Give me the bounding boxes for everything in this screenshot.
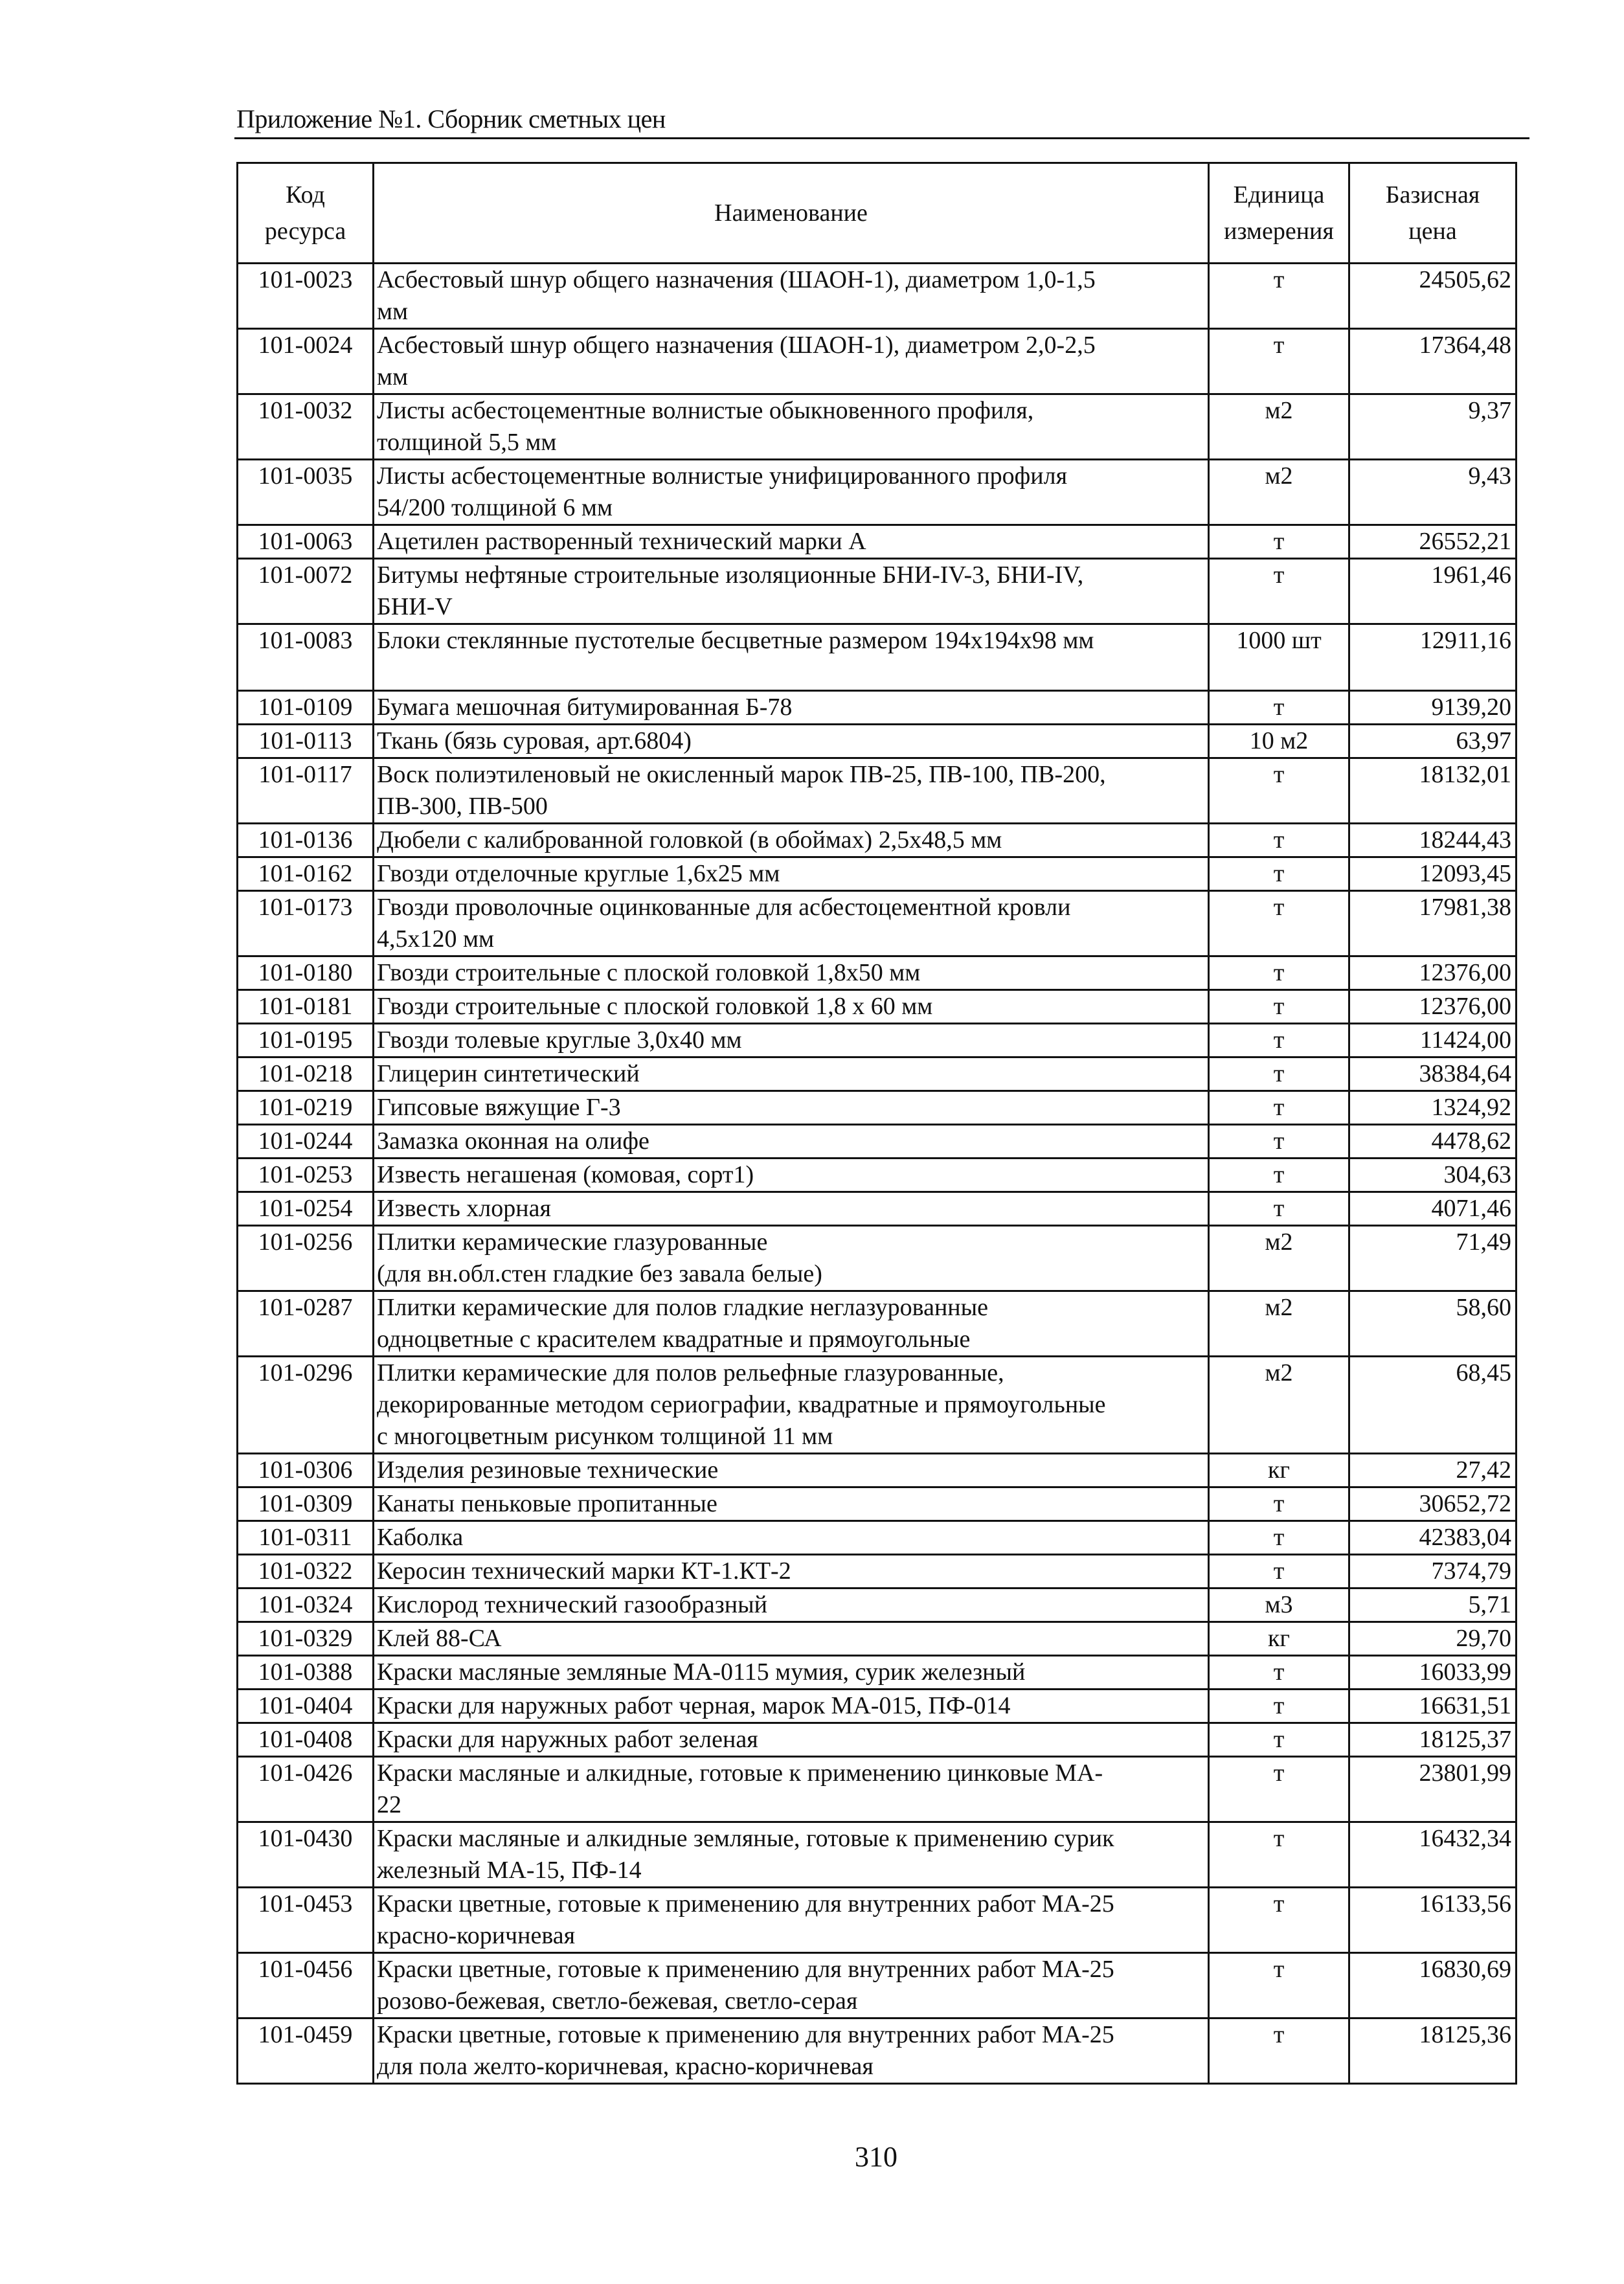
unit-cell: т: [1209, 1953, 1349, 2018]
table-row: [238, 624, 1517, 691]
base-price-cell: 9,43: [1349, 460, 1517, 525]
base-price-cell: 16432,34: [1349, 1822, 1517, 1888]
table-row: [238, 1159, 1517, 1192]
resource-name-cell: Клей 88-СА: [374, 1622, 1209, 1656]
resource-name-cell: Замазка оконная на олифе: [374, 1125, 1209, 1159]
resource-name-cell: Краски цветные, готовые к применению для внутренних работ МА-25 розово-бежевая, светло-бежевая, светло-серая: [374, 1953, 1209, 2018]
resource-name-cell: Асбестовый шнур общего назначения (ШАОН-1), диаметром 2,0-2,5 мм: [374, 329, 1209, 394]
table-row: [238, 691, 1517, 725]
resource-code-cell: 101-0324: [238, 1589, 374, 1622]
resource-name-cell: Гвозди строительные с плоской головкой 1,8х50 мм: [374, 956, 1209, 990]
unit-cell: м2: [1209, 1357, 1349, 1454]
table-row: [238, 1192, 1517, 1226]
table-row: [238, 1226, 1517, 1291]
resource-name-cell: Ацетилен растворенный технический марки А: [374, 525, 1209, 559]
table-row: [238, 329, 1517, 394]
unit-cell: т: [1209, 1192, 1349, 1226]
table-row: [238, 1024, 1517, 1057]
resource-code-cell: 101-0256: [238, 1226, 374, 1291]
resource-code-cell: 101-0024: [238, 329, 374, 394]
resource-name-cell: Плитки керамические для полов гладкие неглазурованные одноцветные с красителем квадратные и прямоугольные: [374, 1291, 1209, 1357]
unit-cell: т: [1209, 891, 1349, 956]
base-price-cell: 17364,48: [1349, 329, 1517, 394]
unit-cell: т: [1209, 1024, 1349, 1057]
table-row: [238, 857, 1517, 891]
unit-cell: т: [1209, 1690, 1349, 1723]
header-code: Код ресурса: [238, 163, 374, 264]
table-row: [238, 1690, 1517, 1723]
resource-code-cell: 101-0032: [238, 394, 374, 460]
unit-cell: 1000 шт: [1209, 624, 1349, 691]
table-row: [238, 1757, 1517, 1822]
resource-code-cell: 101-0306: [238, 1454, 374, 1487]
resource-code-cell: 101-0329: [238, 1622, 374, 1656]
table-row: [238, 758, 1517, 824]
resource-name-cell: Краски масляные и алкидные, готовые к применению цинковые МА- 22: [374, 1757, 1209, 1822]
base-price-cell: 9139,20: [1349, 691, 1517, 725]
table-row: [238, 559, 1517, 624]
table-row: [238, 460, 1517, 525]
base-price-cell: 18244,43: [1349, 824, 1517, 857]
base-price-cell: 16830,69: [1349, 1953, 1517, 2018]
resource-code-cell: 101-0456: [238, 1953, 374, 2018]
unit-cell: т: [1209, 525, 1349, 559]
resource-code-cell: 101-0113: [238, 725, 374, 758]
resource-code-cell: 101-0181: [238, 990, 374, 1024]
table-row: [238, 525, 1517, 559]
base-price-cell: 30652,72: [1349, 1487, 1517, 1521]
table-row: [238, 1291, 1517, 1357]
resource-name-cell: Плитки керамические для полов рельефные глазурованные, декорированные методом сериографии, квадратные и прямоугольные с многоцветным рисунком толщиной 11 мм: [374, 1357, 1209, 1454]
table-row: [238, 1091, 1517, 1125]
resource-code-cell: 101-0430: [238, 1822, 374, 1888]
resource-name-cell: Гвозди отделочные круглые 1,6х25 мм: [374, 857, 1209, 891]
resource-name-cell: Краски для наружных работ черная, марок МА-015, ПФ-014: [374, 1690, 1209, 1723]
resource-code-cell: 101-0063: [238, 525, 374, 559]
resource-code-cell: 101-0309: [238, 1487, 374, 1521]
unit-cell: т: [1209, 1656, 1349, 1690]
resource-name-cell: Краски масляные и алкидные земляные, готовые к применению сурик железный МА-15, ПФ-14: [374, 1822, 1209, 1888]
unit-cell: м2: [1209, 1291, 1349, 1357]
table-row: [238, 1454, 1517, 1487]
base-price-cell: 63,97: [1349, 725, 1517, 758]
table-row: [238, 891, 1517, 956]
resource-name-cell: Ткань (бязь суровая, арт.6804): [374, 725, 1209, 758]
resource-code-cell: 101-0253: [238, 1159, 374, 1192]
resource-code-cell: 101-0254: [238, 1192, 374, 1226]
base-price-cell: 68,45: [1349, 1357, 1517, 1454]
base-price-cell: 16133,56: [1349, 1888, 1517, 1953]
table-row: [238, 725, 1517, 758]
unit-cell: м2: [1209, 460, 1349, 525]
resource-code-cell: 101-0296: [238, 1357, 374, 1454]
table-row: [238, 264, 1517, 329]
table-row: [238, 1057, 1517, 1091]
resource-name-cell: Краски цветные, готовые к применению для внутренних работ МА-25 для пола желто-коричневая, красно-коричневая: [374, 2018, 1209, 2084]
resource-name-cell: Бумага мешочная битумированная Б-78: [374, 691, 1209, 725]
resource-code-cell: 101-0218: [238, 1057, 374, 1091]
header-name: Наименование: [374, 163, 1209, 264]
resource-name-cell: Воск полиэтиленовый не окисленный марок ПВ-25, ПВ-100, ПВ-200, ПВ-300, ПВ-500: [374, 758, 1209, 824]
table-row: [238, 990, 1517, 1024]
base-price-cell: 27,42: [1349, 1454, 1517, 1487]
table-row: [238, 394, 1517, 460]
resource-name-cell: Гвозди строительные с плоской головкой 1,8 х 60 мм: [374, 990, 1209, 1024]
unit-cell: т: [1209, 1091, 1349, 1125]
base-price-cell: 5,71: [1349, 1589, 1517, 1622]
unit-cell: т: [1209, 824, 1349, 857]
resource-name-cell: Гвозди проволочные оцинкованные для асбестоцементной кровли 4,5х120 мм: [374, 891, 1209, 956]
table-row: [238, 1656, 1517, 1690]
table-row: [238, 1888, 1517, 1953]
unit-cell: 10 м2: [1209, 725, 1349, 758]
price-table: [236, 162, 1517, 2085]
table-row: [238, 1521, 1517, 1555]
base-price-cell: 4478,62: [1349, 1125, 1517, 1159]
resource-code-cell: 101-0408: [238, 1723, 374, 1757]
table-row: [238, 1589, 1517, 1622]
header-rule: [234, 137, 1529, 139]
unit-cell: т: [1209, 1521, 1349, 1555]
base-price-cell: 1324,92: [1349, 1091, 1517, 1125]
unit-cell: т: [1209, 691, 1349, 725]
table-body: [238, 264, 1517, 2084]
base-price-cell: 18132,01: [1349, 758, 1517, 824]
unit-cell: т: [1209, 1555, 1349, 1589]
table-row: [238, 824, 1517, 857]
resource-code-cell: 101-0136: [238, 824, 374, 857]
unit-cell: т: [1209, 264, 1349, 329]
base-price-cell: 71,49: [1349, 1226, 1517, 1291]
resource-code-cell: 101-0180: [238, 956, 374, 990]
resource-name-cell: Краски для наружных работ зеленая: [374, 1723, 1209, 1757]
base-price-cell: 4071,46: [1349, 1192, 1517, 1226]
unit-cell: м2: [1209, 1226, 1349, 1291]
resource-name-cell: Битумы нефтяные строительные изоляционные БНИ-IV-3, БНИ-IV, БНИ-V: [374, 559, 1209, 624]
base-price-cell: 18125,37: [1349, 1723, 1517, 1757]
resource-name-cell: Каболка: [374, 1521, 1209, 1555]
resource-code-cell: 101-0219: [238, 1091, 374, 1125]
resource-name-cell: Плитки керамические глазурованные (для вн.обл.стен гладкие без завала белые): [374, 1226, 1209, 1291]
unit-cell: т: [1209, 956, 1349, 990]
table-row: [238, 1125, 1517, 1159]
base-price-cell: 24505,62: [1349, 264, 1517, 329]
resource-name-cell: Гвозди толевые круглые 3,0х40 мм: [374, 1024, 1209, 1057]
unit-cell: т: [1209, 1057, 1349, 1091]
resource-code-cell: 101-0404: [238, 1690, 374, 1723]
table-row: [238, 1555, 1517, 1589]
unit-cell: т: [1209, 329, 1349, 394]
table-row: [238, 1723, 1517, 1757]
unit-cell: т: [1209, 559, 1349, 624]
base-price-cell: 12376,00: [1349, 990, 1517, 1024]
header-price: Базисная цена: [1349, 163, 1517, 264]
resource-code-cell: 101-0287: [238, 1291, 374, 1357]
resource-name-cell: Известь негашеная (комовая, сорт1): [374, 1159, 1209, 1192]
table-row: [238, 956, 1517, 990]
resource-name-cell: Листы асбестоцементные волнистые обыкновенного профиля, толщиной 5,5 мм: [374, 394, 1209, 460]
running-head: Приложение №1. Сборник сметных цен: [236, 104, 666, 133]
table-row: [238, 1487, 1517, 1521]
resource-name-cell: Краски цветные, готовые к применению для внутренних работ МА-25 красно-коричневая: [374, 1888, 1209, 1953]
resource-code-cell: 101-0035: [238, 460, 374, 525]
page-number: 310: [855, 2141, 897, 2173]
resource-code-cell: 101-0426: [238, 1757, 374, 1822]
unit-cell: кг: [1209, 1454, 1349, 1487]
resource-code-cell: 101-0311: [238, 1521, 374, 1555]
base-price-cell: 18125,36: [1349, 2018, 1517, 2084]
base-price-cell: 1961,46: [1349, 559, 1517, 624]
unit-cell: т: [1209, 2018, 1349, 2084]
resource-code-cell: 101-0453: [238, 1888, 374, 1953]
table-row: [238, 1822, 1517, 1888]
resource-code-cell: 101-0459: [238, 2018, 374, 2084]
resource-code-cell: 101-0162: [238, 857, 374, 891]
unit-cell: т: [1209, 990, 1349, 1024]
base-price-cell: 7374,79: [1349, 1555, 1517, 1589]
header-unit: Единица измерения: [1209, 163, 1349, 264]
base-price-cell: 17981,38: [1349, 891, 1517, 956]
resource-name-cell: Краски масляные земляные МА-0115 мумия, сурик железный: [374, 1656, 1209, 1690]
resource-code-cell: 101-0388: [238, 1656, 374, 1690]
unit-cell: т: [1209, 1888, 1349, 1953]
unit-cell: т: [1209, 1125, 1349, 1159]
base-price-cell: 11424,00: [1349, 1024, 1517, 1057]
resource-code-cell: 101-0195: [238, 1024, 374, 1057]
resource-name-cell: Листы асбестоцементные волнистые унифицированного профиля 54/200 толщиной 6 мм: [374, 460, 1209, 525]
resource-code-cell: 101-0322: [238, 1555, 374, 1589]
resource-code-cell: 101-0173: [238, 891, 374, 956]
unit-cell: т: [1209, 1723, 1349, 1757]
base-price-cell: 9,37: [1349, 394, 1517, 460]
resource-name-cell: Гипсовые вяжущие Г-3: [374, 1091, 1209, 1125]
resource-name-cell: Блоки стеклянные пустотелые бесцветные размером 194х194х98 мм: [374, 624, 1209, 691]
resource-name-cell: Изделия резиновые технические: [374, 1454, 1209, 1487]
resource-code-cell: 101-0244: [238, 1125, 374, 1159]
table-row: [238, 2018, 1517, 2084]
resource-name-cell: Асбестовый шнур общего назначения (ШАОН-1), диаметром 1,0-1,5 мм: [374, 264, 1209, 329]
table-row: [238, 1953, 1517, 2018]
base-price-cell: 42383,04: [1349, 1521, 1517, 1555]
unit-cell: т: [1209, 758, 1349, 824]
resource-code-cell: 101-0083: [238, 624, 374, 691]
unit-cell: т: [1209, 1822, 1349, 1888]
unit-cell: т: [1209, 1159, 1349, 1192]
resource-name-cell: Керосин технический марки КТ-1.КТ-2: [374, 1555, 1209, 1589]
base-price-cell: 304,63: [1349, 1159, 1517, 1192]
base-price-cell: 12911,16: [1349, 624, 1517, 691]
table-row: [238, 1357, 1517, 1454]
base-price-cell: 58,60: [1349, 1291, 1517, 1357]
unit-cell: т: [1209, 857, 1349, 891]
base-price-cell: 16033,99: [1349, 1656, 1517, 1690]
table-header-row: [238, 163, 1517, 264]
base-price-cell: 12093,45: [1349, 857, 1517, 891]
resource-code-cell: 101-0109: [238, 691, 374, 725]
resource-name-cell: Канаты пеньковые пропитанные: [374, 1487, 1209, 1521]
base-price-cell: 26552,21: [1349, 525, 1517, 559]
resource-code-cell: 101-0117: [238, 758, 374, 824]
unit-cell: кг: [1209, 1622, 1349, 1656]
unit-cell: т: [1209, 1487, 1349, 1521]
unit-cell: т: [1209, 1757, 1349, 1822]
resource-code-cell: 101-0023: [238, 264, 374, 329]
resource-name-cell: Кислород технический газообразный: [374, 1589, 1209, 1622]
base-price-cell: 12376,00: [1349, 956, 1517, 990]
base-price-cell: 29,70: [1349, 1622, 1517, 1656]
resource-name-cell: Дюбели с калиброванной головкой (в обоймах) 2,5х48,5 мм: [374, 824, 1209, 857]
base-price-cell: 23801,99: [1349, 1757, 1517, 1822]
resource-name-cell: Известь хлорная: [374, 1192, 1209, 1226]
unit-cell: м2: [1209, 394, 1349, 460]
table-row: [238, 1622, 1517, 1656]
resource-code-cell: 101-0072: [238, 559, 374, 624]
unit-cell: м3: [1209, 1589, 1349, 1622]
base-price-cell: 16631,51: [1349, 1690, 1517, 1723]
resource-name-cell: Глицерин синтетический: [374, 1057, 1209, 1091]
base-price-cell: 38384,64: [1349, 1057, 1517, 1091]
